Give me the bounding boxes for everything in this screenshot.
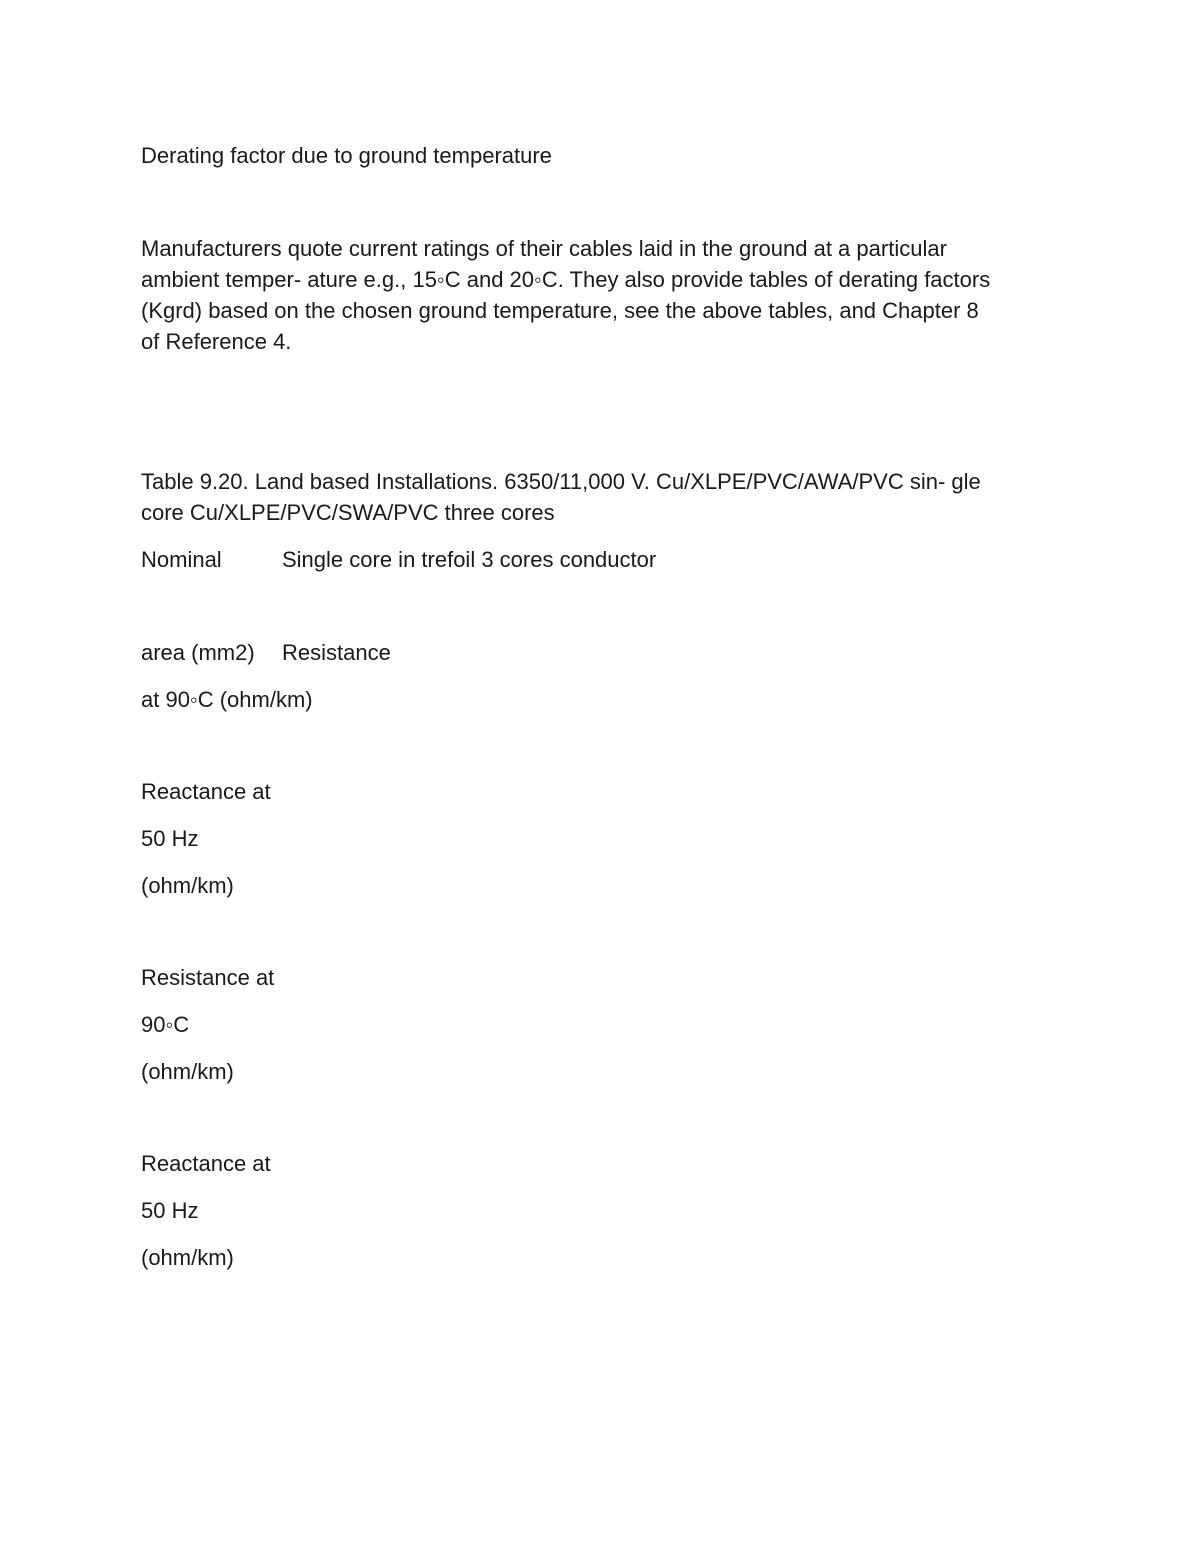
text-line: 50 Hz xyxy=(141,826,199,851)
intro-line: Manufacturers quote current ratings of their cables laid in the ground at a particular xyxy=(141,236,947,261)
text-line: Reactance at xyxy=(141,1151,271,1176)
section-heading: Derating factor due to ground temperature xyxy=(141,143,552,168)
intro-line: (Kgrd) based on the chosen ground temperature, see the above tables, and Chapter 8 xyxy=(141,298,979,323)
caption-line: Table 9.20. Land based Installations. 6350/11,000 V. Cu/XLPE/PVC/AWA/PVC sin- gle xyxy=(141,469,981,494)
text-line: at 90◦C (ohm/km) xyxy=(141,687,313,712)
intro-line: of Reference 4. xyxy=(141,329,292,354)
table-header-area: area (mm2) xyxy=(141,640,255,665)
table-header-col2: Single core in trefoil 3 cores conductor xyxy=(282,547,657,572)
table-header-resistance: Resistance xyxy=(282,640,391,665)
text-line: (ohm/km) xyxy=(141,1059,234,1084)
table-caption xyxy=(141,466,1061,528)
text-line: (ohm/km) xyxy=(141,873,234,898)
text-line: 50 Hz xyxy=(141,1198,199,1223)
intro-line: ambient temper- ature e.g., 15◦C and 20◦C. They also provide tables of derating factors xyxy=(141,267,991,292)
text-line: (ohm/km) xyxy=(141,1245,234,1270)
intro-paragraph xyxy=(141,233,1061,357)
text-line: 90◦C xyxy=(141,1012,190,1037)
text-line: Reactance at xyxy=(141,779,271,804)
table-header-col1: Nominal xyxy=(141,547,222,572)
text-line: Resistance at xyxy=(141,965,275,990)
caption-line: core Cu/XLPE/PVC/SWA/PVC three cores xyxy=(141,500,555,525)
